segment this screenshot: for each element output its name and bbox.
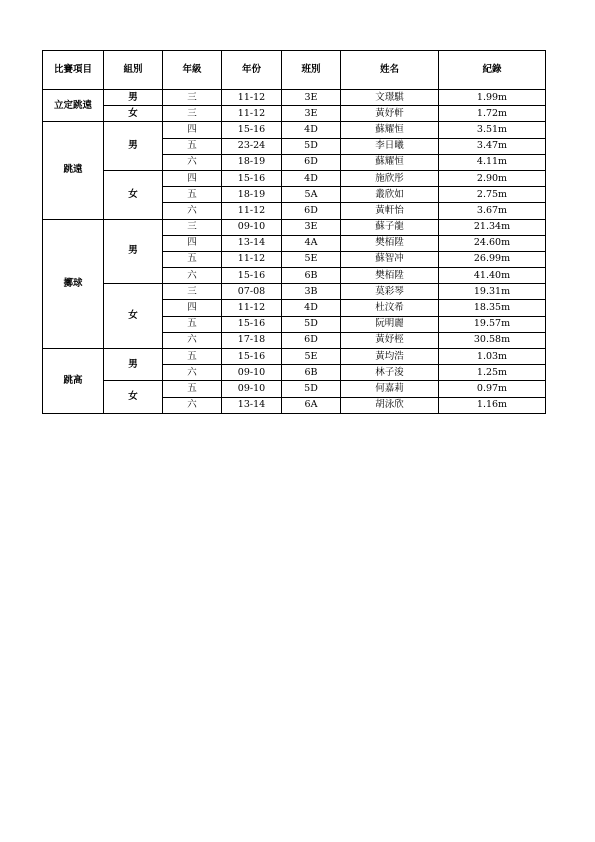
cell-name: 蘇智冲: [341, 251, 439, 267]
cell-year: 11-12: [222, 300, 282, 316]
cell-class: 6B: [282, 268, 341, 284]
cell-record: 18.35m: [439, 300, 546, 316]
cell-class: 5D: [282, 316, 341, 332]
cell-class: 6D: [282, 203, 341, 219]
cell-year: 15-16: [222, 122, 282, 138]
cell-grade: 三: [163, 219, 222, 235]
cell-year: 09-10: [222, 219, 282, 235]
cell-name: 蘇子龍: [341, 219, 439, 235]
cell-event: 擲球: [43, 219, 104, 349]
table-row: [43, 219, 546, 235]
cell-record: 3.47m: [439, 138, 546, 154]
cell-grade: 五: [163, 316, 222, 332]
table-row: [43, 106, 546, 122]
cell-record: 21.34m: [439, 219, 546, 235]
cell-name: 黃妤軒: [341, 106, 439, 122]
cell-name: 何嘉莉: [341, 381, 439, 397]
cell-grade: 四: [163, 170, 222, 186]
table-row: [43, 349, 546, 365]
cell-grade: 四: [163, 300, 222, 316]
cell-gender: 男: [104, 90, 163, 106]
table-row: [43, 284, 546, 300]
table-row: [43, 381, 546, 397]
cell-name: 杜汶希: [341, 300, 439, 316]
cell-class: 6A: [282, 397, 341, 413]
records-table: [42, 50, 546, 414]
cell-year: 15-16: [222, 349, 282, 365]
cell-year: 11-12: [222, 90, 282, 106]
cell-year: 11-12: [222, 203, 282, 219]
cell-record: 1.99m: [439, 90, 546, 106]
table-row: [43, 170, 546, 186]
cell-class: 5A: [282, 187, 341, 203]
cell-class: 3E: [282, 90, 341, 106]
cell-gender: 女: [104, 284, 163, 349]
cell-record: 19.57m: [439, 316, 546, 332]
cell-class: 5E: [282, 349, 341, 365]
cell-grade: 三: [163, 90, 222, 106]
cell-class: 6D: [282, 332, 341, 348]
cell-year: 17-18: [222, 332, 282, 348]
cell-record: 1.25m: [439, 365, 546, 381]
cell-grade: 五: [163, 381, 222, 397]
cell-year: 18-19: [222, 154, 282, 170]
header-class: 班別: [282, 51, 341, 90]
cell-year: 13-14: [222, 397, 282, 413]
cell-grade: 六: [163, 365, 222, 381]
cell-grade: 六: [163, 332, 222, 348]
cell-class: 4D: [282, 300, 341, 316]
cell-name: 樊栢陞: [341, 268, 439, 284]
cell-class: 4A: [282, 235, 341, 251]
cell-grade: 五: [163, 187, 222, 203]
cell-record: 2.75m: [439, 187, 546, 203]
cell-event: 跳遠: [43, 122, 104, 219]
cell-record: 30.58m: [439, 332, 546, 348]
cell-class: 6D: [282, 154, 341, 170]
cell-class: 4D: [282, 122, 341, 138]
cell-name: 蘇耀恒: [341, 122, 439, 138]
cell-year: 15-16: [222, 316, 282, 332]
cell-name: 叢欣如: [341, 187, 439, 203]
records-body: [43, 90, 546, 414]
cell-gender: 男: [104, 122, 163, 171]
header-group: 組別: [104, 51, 163, 90]
cell-grade: 三: [163, 284, 222, 300]
cell-grade: 五: [163, 251, 222, 267]
cell-name: 李日曦: [341, 138, 439, 154]
cell-name: 阮明麗: [341, 316, 439, 332]
cell-event: 跳高: [43, 349, 104, 414]
cell-year: 23-24: [222, 138, 282, 154]
cell-year: 15-16: [222, 170, 282, 186]
cell-gender: 女: [104, 106, 163, 122]
cell-name: 蘇耀恒: [341, 154, 439, 170]
cell-record: 3.51m: [439, 122, 546, 138]
cell-name: 莫彩琴: [341, 284, 439, 300]
cell-year: 13-14: [222, 235, 282, 251]
header-grade: 年級: [163, 51, 222, 90]
cell-record: 41.40m: [439, 268, 546, 284]
cell-event: 立定跳遠: [43, 90, 104, 122]
cell-record: 4.11m: [439, 154, 546, 170]
header-row: [43, 51, 546, 90]
cell-class: 5E: [282, 251, 341, 267]
cell-name: 黃均浩: [341, 349, 439, 365]
cell-year: 11-12: [222, 106, 282, 122]
cell-grade: 四: [163, 122, 222, 138]
header-year: 年份: [222, 51, 282, 90]
cell-name: 文璟騏: [341, 90, 439, 106]
cell-record: 2.90m: [439, 170, 546, 186]
cell-year: 09-10: [222, 365, 282, 381]
cell-name: 黃軒怡: [341, 203, 439, 219]
cell-year: 07-08: [222, 284, 282, 300]
cell-class: 3B: [282, 284, 341, 300]
cell-record: 3.67m: [439, 203, 546, 219]
cell-class: 4D: [282, 170, 341, 186]
cell-gender: 男: [104, 349, 163, 381]
table-row: [43, 90, 546, 106]
header-name: 姓名: [341, 51, 439, 90]
table-row: [43, 122, 546, 138]
cell-gender: 女: [104, 381, 163, 413]
cell-year: 15-16: [222, 268, 282, 284]
cell-name: 施欣彤: [341, 170, 439, 186]
cell-name: 黃妤桱: [341, 332, 439, 348]
cell-record: 1.72m: [439, 106, 546, 122]
cell-record: 24.60m: [439, 235, 546, 251]
cell-record: 0.97m: [439, 381, 546, 397]
cell-grade: 六: [163, 268, 222, 284]
cell-record: 26.99m: [439, 251, 546, 267]
cell-gender: 女: [104, 170, 163, 219]
cell-grade: 六: [163, 203, 222, 219]
cell-class: 5D: [282, 381, 341, 397]
cell-year: 09-10: [222, 381, 282, 397]
cell-grade: 六: [163, 154, 222, 170]
cell-year: 18-19: [222, 187, 282, 203]
header-record: 紀錄: [439, 51, 546, 90]
cell-class: 3E: [282, 219, 341, 235]
cell-grade: 五: [163, 138, 222, 154]
cell-record: 19.31m: [439, 284, 546, 300]
cell-class: 5D: [282, 138, 341, 154]
cell-name: 林子浚: [341, 365, 439, 381]
cell-grade: 六: [163, 397, 222, 413]
cell-class: 6B: [282, 365, 341, 381]
header-event: 比賽項目: [43, 51, 104, 90]
cell-year: 11-12: [222, 251, 282, 267]
cell-name: 樊栢陞: [341, 235, 439, 251]
cell-grade: 四: [163, 235, 222, 251]
cell-class: 3E: [282, 106, 341, 122]
cell-name: 胡泳欣: [341, 397, 439, 413]
cell-grade: 五: [163, 349, 222, 365]
cell-record: 1.03m: [439, 349, 546, 365]
cell-gender: 男: [104, 219, 163, 284]
cell-grade: 三: [163, 106, 222, 122]
cell-record: 1.16m: [439, 397, 546, 413]
